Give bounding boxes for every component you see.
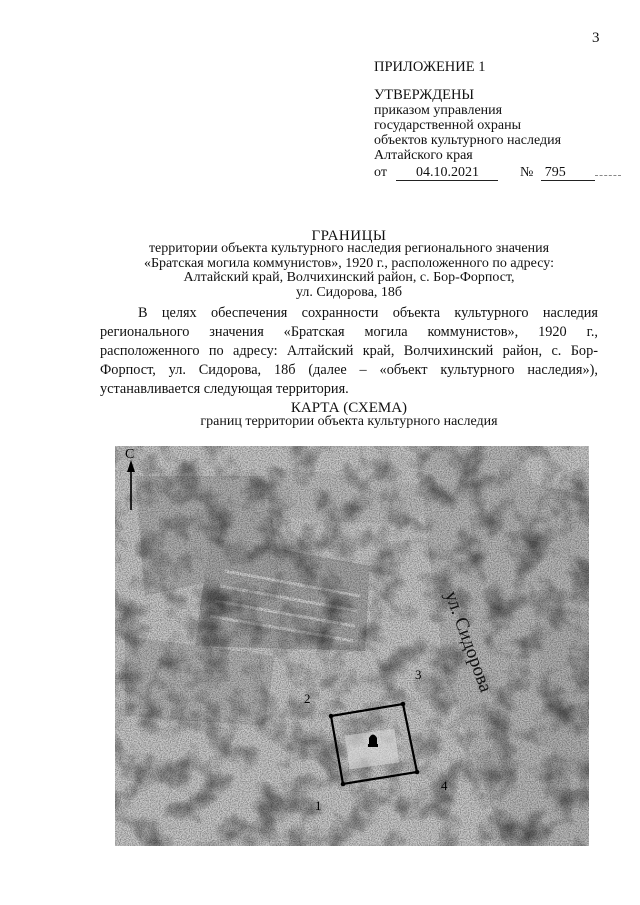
order-date-line xyxy=(374,165,621,181)
heading-line: «Братская могила коммунистов», 1920 г., расположенного по адресу: xyxy=(144,255,554,271)
point-label-4: 4 xyxy=(441,778,448,793)
approved-label: УТВЕРЖДЕНЫ xyxy=(374,87,475,103)
point-label-1: 1 xyxy=(315,798,322,813)
order-number: 795 xyxy=(541,166,595,181)
street-label: ул. Сидорова xyxy=(440,588,497,696)
heading-line: территории объекта культурного наследия регионального значения xyxy=(148,241,550,256)
boundary-point xyxy=(401,702,406,707)
heading-title: ГРАНИЦЫ xyxy=(311,228,387,244)
approval-line: Алтайского края xyxy=(374,148,473,163)
map-title: КАРТА (СХЕМА) xyxy=(290,400,408,416)
boundary-point xyxy=(341,782,346,787)
approval-block xyxy=(374,60,621,181)
boundary-point xyxy=(329,714,334,719)
boundary-point xyxy=(415,770,420,775)
heading-line: Алтайский край, Волчихинский район, с. Бор-Форпост, xyxy=(183,270,515,285)
point-label-3: 3 xyxy=(415,667,422,682)
approval-line: государственной охраны xyxy=(374,118,522,133)
heading-line: ул. Сидорова, 18б xyxy=(295,284,403,300)
approval-line: объектов культурного наследия xyxy=(374,133,562,148)
appendix-label: ПРИЛОЖЕНИЕ 1 xyxy=(374,59,486,75)
map-subtitle: границ территории объекта культурного наследия xyxy=(200,414,498,429)
map-scheme xyxy=(115,446,589,846)
point-label-2: 2 xyxy=(304,691,311,706)
order-date: 04.10.2021 xyxy=(396,166,498,181)
approval-line: приказом управления xyxy=(374,103,503,118)
map-svg xyxy=(115,446,589,846)
heading-subtitle xyxy=(100,242,598,300)
page-number: 3 xyxy=(592,30,600,46)
number-label: № xyxy=(519,165,534,180)
north-label: С xyxy=(125,447,135,462)
number-tail-line xyxy=(595,175,621,176)
date-prefix: от xyxy=(374,165,387,180)
body-paragraph: В целях обеспечения сохранности объекта культурного наследия регионального значения «Братская могила коммунистов», 1920 г., расположенного по адресу: Алтайский край, Волчихинский район, с. Бор-Форпост, ул. Сидорова, 18б (далее – «объект культурного наследия»), устанавливается следующая территория. xyxy=(100,305,598,397)
